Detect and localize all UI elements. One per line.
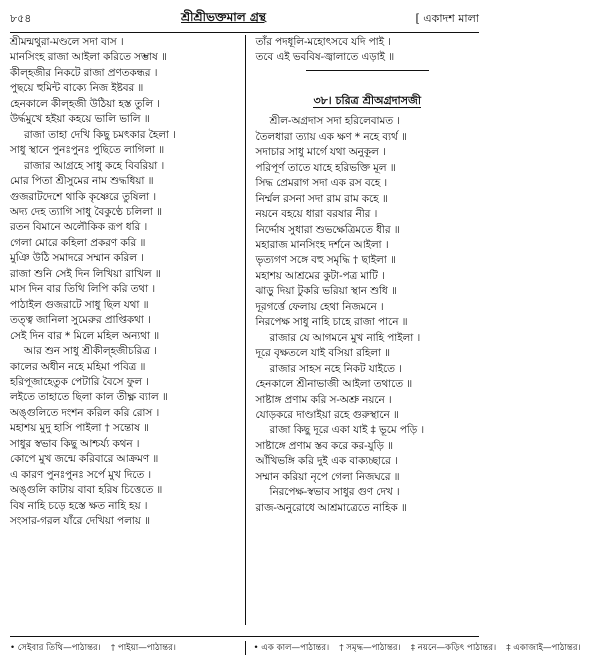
- text-line: যোড়করে দাণ্ডাইয়া রহে গুরুস্থানে ॥: [255, 408, 399, 421]
- text-line: রাজার আগ্রহে সাধু কহে বিবরিয়া ।: [24, 159, 165, 172]
- text-line: শ্রীল-অগ্রদাস সদা হরিলেবামত ।: [269, 115, 400, 128]
- text-line: মহাশয় মুদু হাসি পাইলা † সন্তোষ ॥: [10, 422, 149, 435]
- text-line: সদাচার সাধু মার্গে যথা অনুকূল ।: [255, 146, 386, 159]
- text-line: নয়নে বহয়ে ধারা বরষার নীর ।: [255, 208, 378, 221]
- text-line: মুঞি উঠি সমাদরে সম্মান করিল ।: [10, 252, 144, 265]
- footnotes: [10, 636, 581, 655]
- text-line: নিরপেক্ষ সাধু নাহি চাহে রাজা পানে ॥: [255, 316, 408, 329]
- text-line: উর্দ্ধমুখে হইয়া কহয়ে ভালি ভালি ॥: [10, 113, 150, 126]
- text-line: কীল্‌হজীর নিকটে রাজা প্রণতকন্ধর ।: [10, 66, 158, 79]
- text-line: ভৃত্যগণ সঙ্গে বহু সমৃদ্ধি † ছাইলা ॥: [255, 254, 396, 267]
- text-line: তবে এই ভববিষ-জ্বালাতে এড়াই ॥: [255, 51, 395, 64]
- page-number: ৮৫৪: [10, 11, 32, 25]
- text-line: এ কারণ পুনঃপুনঃ সর্পে মুখ দিতে ।: [10, 468, 152, 481]
- text-line: সাধুর স্বভাব কিছু আশ্চর্য্য কথন ।: [10, 437, 140, 450]
- text-line: শ্রীমন্মথুরা-মণ্ডলে সদা বাস ।: [10, 36, 124, 48]
- text-line: কোপে মুখ জন্মে করিবারে আক্রমণ ॥: [10, 453, 159, 466]
- text-line: বিষ নাহি চড়ে হস্তে ক্ষত নাহি হয় ।: [10, 499, 148, 512]
- text-line: লইতে তাহাতে ছিলা কাল তীক্ষ্ণ ব্যাল ॥: [10, 391, 168, 404]
- page-header: [10, 6, 479, 32]
- footnote: • এক কাল—পাঠান্তর।: [253, 643, 330, 653]
- text-line: রাজা তাহা দেখি কিছু চমৎকার হৈলা ।: [24, 128, 176, 141]
- text-line: হেনকালে কীল্‌হজী উঠিয়া হস্ত তুলি ।: [10, 97, 160, 110]
- text-columns: [10, 35, 479, 625]
- left-column: [10, 35, 245, 625]
- text-line: গেলা মোরে কহিলা প্রকরণ করি ॥: [10, 236, 146, 249]
- text-line: অদ্য দেহ ত্যাগি সাধু বৈকুণ্ঠে চলিলা ॥: [10, 205, 162, 218]
- footnote: • সেইবার তিথি—পাঠান্তর।: [10, 643, 101, 653]
- text-line: সম্মান করিয়া নৃপে গেলা নিজঘরে ॥: [255, 470, 400, 483]
- text-line: রাজা কিছু দূরে একা যাই ‡ ভূমে পড়ি ।: [269, 424, 425, 437]
- text-line: মোর পিতা শ্রীসুমের নাম শুদ্ধধিয়া ॥: [10, 175, 154, 188]
- text-line: দূরগর্ত্তে ফেলায় হেথা নিজমনে ।: [255, 300, 384, 313]
- text-line: সাষ্টাঙ্গে প্রণাম স্তব করে কর-যুড়ি ॥: [255, 439, 393, 452]
- text-line: অঙ্গুলি কাটায় বাবা হরিষ চিত্তেতে ॥: [10, 484, 163, 497]
- footnote: † পাইয়া—পাঠান্তর।: [110, 643, 176, 653]
- text-line: নির্দ্দোষ সুধারা শুভক্ষেত্রিমতে ধীর ॥: [255, 223, 400, 236]
- text-line: সাষ্টাঙ্গ প্রণাম করি স-অশ্রু নয়নে ।: [255, 393, 392, 406]
- text-line: মহারাজ মানসিংহ দর্শনে আইলা ।: [255, 238, 389, 251]
- text-line: পুছয়ে হুমিন্ট বাক্যে নিজ ইষ্টবর ॥: [10, 82, 144, 95]
- text-line: রাজার সাহস নহে নিকট যাইতে ।: [269, 362, 402, 375]
- text-line: হরিপূজাহেতুক পেটারি বৈসে ফুল ।: [10, 375, 149, 388]
- text-line: মানসিংহ রাজা আইলা করিতে সম্ভাষ ॥: [10, 51, 167, 64]
- text-line: তৈলধারা ত্যায় এক ক্ষণ * নহে ব্যর্থ ॥: [255, 130, 407, 143]
- text-line: হেনকালে শ্রীনাভাজী আইলা তথাতে ॥: [255, 378, 413, 391]
- text-line: রাজ-অনুরোধে আশ্রমাত্রেতে নাহিক ॥: [255, 501, 407, 514]
- text-line: রতন বিমানে অলৌকিক রূপ ধরি ।: [10, 221, 148, 234]
- text-line: মহাশয় আশ্রমের কুটা-পত্র মাটি ।: [255, 269, 385, 282]
- footnotes-right: [245, 641, 581, 655]
- section-divider: [306, 70, 429, 71]
- right-column-body: [256, 114, 480, 516]
- text-line: নিরপেক্ষ-স্বভাব সাধুর গুণ দেখ ।: [269, 486, 400, 499]
- text-line: ঝাড়ু দিয়া টুকরি ভরিয়া স্থান শুধি ॥: [255, 285, 397, 298]
- text-line: তত্ত্ব জানিলা সুমেরুর প্রাপ্তিকথা ।: [10, 314, 151, 327]
- text-line: তাঁর পদধূলি-মহোৎসবে যদি পাই ।: [255, 36, 391, 48]
- text-line: সাধু স্থানে পুনঃপুনঃ পুছিতে লাগিলা ॥: [10, 144, 165, 157]
- text-line: রাজার যে আগমনে মুখ নাহি পাইলা ।: [269, 331, 421, 344]
- text-line: দূরে বৃক্ষতলে যাই বসিয়া রহিলা ॥: [255, 347, 390, 360]
- footnotes-left: [10, 641, 245, 655]
- section-title: [256, 93, 480, 108]
- right-column: [245, 35, 480, 625]
- text-line: গুজরাটদেশে থাকি কৃষ্ণেরে তুষিলা ।: [10, 190, 157, 203]
- right-column-top: [256, 35, 480, 66]
- text-line: পরিপূর্ণ তাতে যাহে হরিভক্তি মূল ॥: [255, 161, 396, 174]
- volume-label: [ একাদশ মালা: [415, 11, 479, 25]
- text-line: সেই দিন বার * মিলে মহিল অন্যথা ॥: [10, 329, 160, 342]
- text-line: মাস দিন বার তিথি লিপি করি তথা ।: [10, 283, 156, 296]
- text-line: আঁখিভঙ্গি করি দুই এক বাক্যচ্ছারে ।: [255, 455, 398, 468]
- footnote: ‡ একাজাই—পাঠান্তর।: [506, 643, 581, 653]
- text-line: নির্ম্মল রসনা সদা রাম রাম কহে ॥: [255, 192, 388, 205]
- text-line: আর শুন সাধু শ্রীকীল্‌হজীচরিত্র ।: [24, 345, 157, 358]
- book-title: শ্রীশ্রীভক্তমাল গ্রন্থ: [181, 10, 266, 24]
- text-line: অঙ্গুলিতে দংশন করিল করি রোস ।: [10, 406, 160, 419]
- text-line: কালের অধীন নহে মহিমা পবিত্র ॥: [10, 360, 146, 373]
- text-line: রাজা শুনি সেই দিন লিখিয়া রাখিল ॥: [10, 267, 161, 280]
- text-line: সংসার-গরল যাঁরে দেখিয়া পলায় ॥: [10, 515, 150, 528]
- section-title-text: ৩৮। চরিত্র শ্রীঅগ্রদাসজী: [313, 93, 422, 107]
- text-line: সিদ্ধ প্রেমরাগ সদা এক রস বহে ।: [255, 177, 388, 190]
- text-line: পাঠাইল গুজরাটে সাধু ছিল যথা ॥: [10, 298, 149, 311]
- footnote: † সমৃদ্ধ—পাঠান্তর।: [339, 643, 401, 653]
- header-rule: [10, 32, 479, 33]
- footnote: ‡ নয়নে—কড়িৎ পাঠান্তর।: [410, 643, 497, 653]
